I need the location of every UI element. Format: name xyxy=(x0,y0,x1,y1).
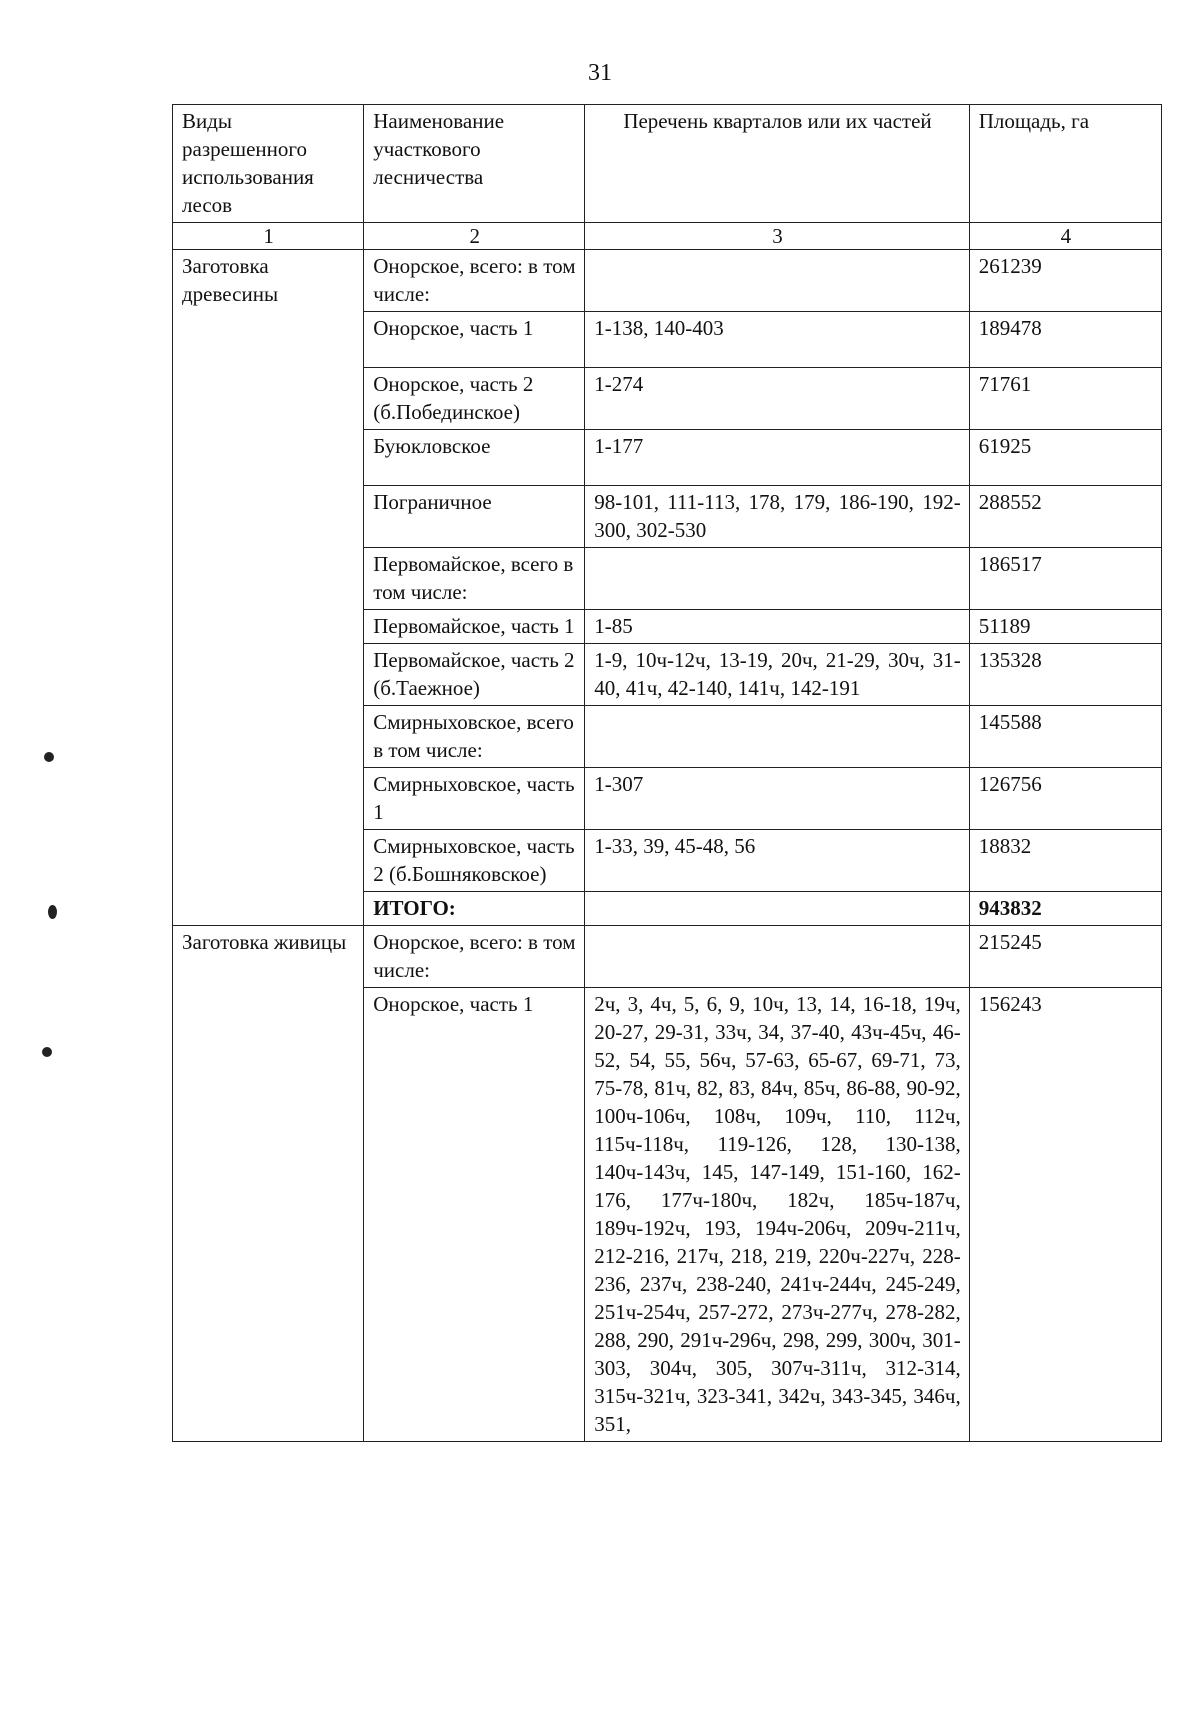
area-cell: 189478 xyxy=(969,312,1161,368)
scan-speck xyxy=(44,752,54,762)
quarters-cell: 1-33, 39, 45-48, 56 xyxy=(585,830,969,892)
table-row xyxy=(173,926,1162,988)
area-cell: 61925 xyxy=(969,430,1161,486)
quarters-cell: 1-9, 10ч-12ч, 13-19, 20ч, 21-29, 30ч, 31-40, 41ч, 42-140, 141ч, 142-191 xyxy=(585,644,969,706)
forestry-cell: Первомайское, часть 1 xyxy=(364,610,585,644)
page-number: 31 xyxy=(588,60,612,86)
forestry-cell: Буюкловское xyxy=(364,430,585,486)
forestry-cell: Смирныховское, часть 1 xyxy=(364,768,585,830)
use-type-cell: Заготовка живицы xyxy=(173,926,364,1442)
area-cell: 186517 xyxy=(969,548,1161,610)
forestry-cell: Первомайское, всего в том числе: xyxy=(364,548,585,610)
area-cell: 215245 xyxy=(969,926,1161,988)
total-area: 943832 xyxy=(969,892,1161,926)
forestry-cell: Онорское, всего: в том числе: xyxy=(364,250,585,312)
scan-speck xyxy=(48,905,57,919)
header-area: Площадь, га xyxy=(969,105,1161,223)
header-quarters: Перечень кварталов или их частей xyxy=(585,105,969,223)
quarters-cell xyxy=(585,892,969,926)
quarters-cell xyxy=(585,548,969,610)
quarters-cell: 98-101, 111-113, 178, 179, 186-190, 192-300, 302-530 xyxy=(585,486,969,548)
area-cell: 18832 xyxy=(969,830,1161,892)
area-cell: 288552 xyxy=(969,486,1161,548)
area-cell: 145588 xyxy=(969,706,1161,768)
column-number: 2 xyxy=(364,223,585,250)
quarters-cell: 2ч, 3, 4ч, 5, 6, 9, 10ч, 13, 14, 16-18, 19ч, 20-27, 29-31, 33ч, 34, 37-40, 43ч-45ч, 46-52, 54, 55, 56ч, 57-63, 65-67, 69-71, 73, 75-78, 81ч, 82, 83, 84ч, 85ч, 86-88, 90-92, 100ч-106ч, 108ч, 109ч, 110, 112ч, 115ч-118ч, 119-126, 128, 130-138, 140ч-143ч, 145, 147-149, 151-160, 162-176, 177ч-180ч, 182ч, 185ч-187ч, 189ч-192ч, 193, 194ч-206ч, 209ч-211ч, 212-216, 217ч, 218, 219, 220ч-227ч, 228-236, 237ч, 238-240, 241ч-244ч, 245-249, 251ч-254ч, 257-272, 273ч-277ч, 278-282, 288, 290, 291ч-296ч, 298, 299, 300ч, 301-303, 304ч, 305, 307ч-311ч, 312-314, 315ч-321ч, 323-341, 342ч, 343-345, 346ч, 351, xyxy=(585,988,969,1442)
forestry-cell: Онорское, всего: в том числе: xyxy=(364,926,585,988)
quarters-cell: 1-307 xyxy=(585,768,969,830)
quarters-cell xyxy=(585,250,969,312)
quarters-cell: 1-177 xyxy=(585,430,969,486)
header-use-type: Виды разрешенного использования лесов xyxy=(173,105,364,223)
area-cell: 51189 xyxy=(969,610,1161,644)
area-cell: 126756 xyxy=(969,768,1161,830)
forestry-cell: Онорское, часть 1 xyxy=(364,312,585,368)
quarters-cell xyxy=(585,926,969,988)
total-label: ИТОГО: xyxy=(364,892,585,926)
table-row xyxy=(173,250,1162,312)
quarters-cell: 1-274 xyxy=(585,368,969,430)
forest-use-table xyxy=(172,104,1162,1442)
column-number-row xyxy=(173,223,1162,250)
forestry-cell: Смирныховское, часть 2 (б.Бошняковское) xyxy=(364,830,585,892)
header-row xyxy=(173,105,1162,223)
forestry-cell: Онорское, часть 2 (б.Побединское) xyxy=(364,368,585,430)
scan-speck xyxy=(42,1047,52,1057)
forestry-cell: Первомайское, часть 2 (б.Таежное) xyxy=(364,644,585,706)
header-forestry: Наименование участкового лесничества xyxy=(364,105,585,223)
use-type-cell: Заготовка древесины xyxy=(173,250,364,926)
quarters-cell: 1-138, 140-403 xyxy=(585,312,969,368)
area-cell: 261239 xyxy=(969,250,1161,312)
column-number: 1 xyxy=(173,223,364,250)
area-cell: 135328 xyxy=(969,644,1161,706)
column-number: 4 xyxy=(969,223,1161,250)
forestry-cell: Пограничное xyxy=(364,486,585,548)
quarters-cell: 1-85 xyxy=(585,610,969,644)
quarters-cell xyxy=(585,706,969,768)
forestry-cell: Смирныховское, всего в том числе: xyxy=(364,706,585,768)
column-number: 3 xyxy=(585,223,969,250)
area-cell: 156243 xyxy=(969,988,1161,1442)
forestry-cell: Онорское, часть 1 xyxy=(364,988,585,1442)
area-cell: 71761 xyxy=(969,368,1161,430)
